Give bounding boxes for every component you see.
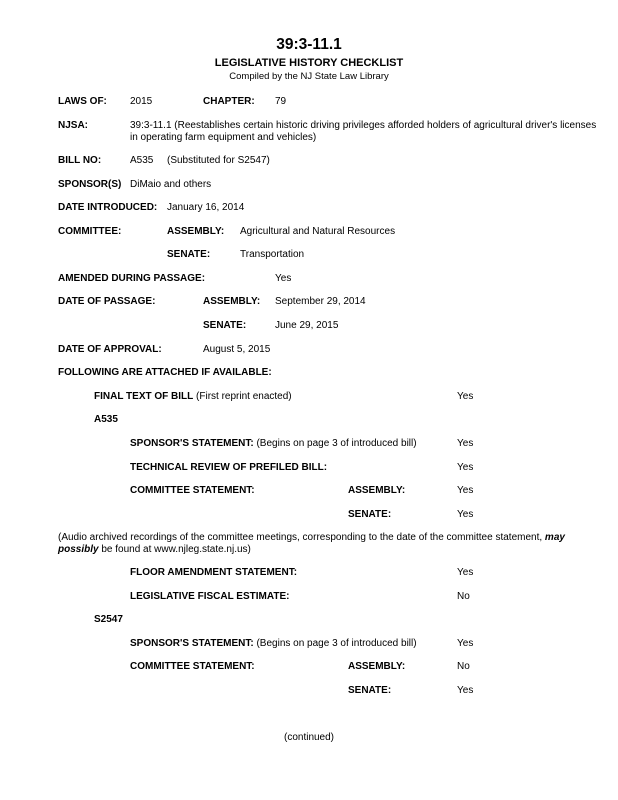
amended-value: Yes xyxy=(275,273,292,284)
passage-senate-label: SENATE: xyxy=(203,320,247,331)
passage-assembly-label: ASSEMBLY: xyxy=(203,296,261,307)
laws-of-label: LAWS OF: xyxy=(58,96,107,107)
date-introduced-label: DATE INTRODUCED: xyxy=(58,202,158,213)
bill-no-note: (Substituted for S2547) xyxy=(167,155,270,166)
a535-technical-review-label: TECHNICAL REVIEW OF PREFILED BILL: xyxy=(130,462,328,473)
final-text-label: FINAL TEXT OF BILL xyxy=(94,391,194,402)
audio-archive-note xyxy=(58,532,603,556)
sponsors-label: SPONSOR(S) xyxy=(58,179,122,190)
bill-no-label: BILL NO: xyxy=(58,155,102,166)
s2547-sponsor-statement-label: SPONSOR'S STATEMENT: xyxy=(130,638,254,649)
committee-senate-value: Transportation xyxy=(240,249,305,260)
date-of-approval-value: August 5, 2015 xyxy=(203,344,271,355)
committee-senate-label: SENATE: xyxy=(167,249,211,260)
s2547-committee-senate-value: Yes xyxy=(457,685,474,696)
s2547-committee-assembly-label: ASSEMBLY: xyxy=(348,661,406,672)
final-text-row xyxy=(94,391,292,403)
a535-committee-assembly-label: ASSEMBLY: xyxy=(348,485,406,496)
njsa-label: NJSA: xyxy=(58,120,89,131)
a535-sponsor-statement-value: Yes xyxy=(457,438,474,449)
passage-senate-value: June 29, 2015 xyxy=(275,320,339,331)
bill-no-value: A535 xyxy=(130,155,154,166)
floor-amendment-value: Yes xyxy=(457,567,474,578)
laws-of-value: 2015 xyxy=(130,96,153,107)
date-of-passage-label: DATE OF PASSAGE: xyxy=(58,296,156,307)
chapter-label: CHAPTER: xyxy=(203,96,255,107)
continued-footer: (continued) xyxy=(283,732,335,743)
a535-sponsor-statement-note: (Begins on page 3 of introduced bill) xyxy=(256,438,417,449)
audio-note-text-before: (Audio archived recordings of the committee meetings, corresponding to the date of the committee statement, xyxy=(58,532,545,543)
compiled-by-line: Compiled by the NJ State Law Library xyxy=(229,71,389,82)
a535-committee-senate-value: Yes xyxy=(457,509,474,520)
chapter-value: 79 xyxy=(275,96,287,107)
date-of-approval-label: DATE OF APPROVAL: xyxy=(58,344,162,355)
a535-committee-senate-label: SENATE: xyxy=(348,509,392,520)
audio-note-emphasis: may possibly xyxy=(58,532,565,555)
final-text-value: Yes xyxy=(457,391,474,402)
document-subtitle: LEGISLATIVE HISTORY CHECKLIST xyxy=(214,57,404,69)
date-introduced-value: January 16, 2014 xyxy=(167,202,245,213)
a535-technical-review-value: Yes xyxy=(457,462,474,473)
a535-committee-assembly-value: Yes xyxy=(457,485,474,496)
passage-assembly-value: September 29, 2014 xyxy=(275,296,366,307)
floor-amendment-label: FLOOR AMENDMENT STATEMENT: xyxy=(130,567,298,578)
s2547-committee-assembly-value: No xyxy=(457,661,470,672)
njsa-value: 39:3-11.1 (Reestablishes certain historic driving privileges afforded holders of agricultural driver's licenses in operating farm equipment and vehicles) xyxy=(130,120,597,143)
a535-committee-statement-label: COMMITTEE STATEMENT: xyxy=(130,485,255,496)
sponsors-value: DiMaio and others xyxy=(130,179,212,190)
s2547-heading: S2547 xyxy=(94,614,123,625)
s2547-committee-senate-label: SENATE: xyxy=(348,685,392,696)
document-title: 39:3-11.1 xyxy=(276,36,342,53)
fiscal-estimate-label: LEGISLATIVE FISCAL ESTIMATE: xyxy=(130,591,290,602)
a535-sponsor-statement-label: SPONSOR'S STATEMENT: xyxy=(130,438,254,449)
audio-note-text-after: be found at www.njleg.state.nj.us) xyxy=(98,544,251,555)
s2547-sponsor-statement-value: Yes xyxy=(457,638,474,649)
s2547-sponsor-statement-note: (Begins on page 3 of introduced bill) xyxy=(256,638,417,649)
a535-sponsor-statement-row xyxy=(130,438,417,450)
s2547-committee-statement-label: COMMITTEE STATEMENT: xyxy=(130,661,255,672)
committee-label: COMMITTEE: xyxy=(58,226,122,237)
a535-heading: A535 xyxy=(94,414,118,425)
committee-assembly-label: ASSEMBLY: xyxy=(167,226,225,237)
committee-assembly-value: Agricultural and Natural Resources xyxy=(240,226,396,237)
s2547-sponsor-statement-row xyxy=(130,638,417,650)
final-text-note: (First reprint enacted) xyxy=(196,391,292,402)
amended-label: AMENDED DURING PASSAGE: xyxy=(58,273,206,284)
attached-heading: FOLLOWING ARE ATTACHED IF AVAILABLE: xyxy=(58,367,272,378)
fiscal-estimate-value: No xyxy=(457,591,470,602)
